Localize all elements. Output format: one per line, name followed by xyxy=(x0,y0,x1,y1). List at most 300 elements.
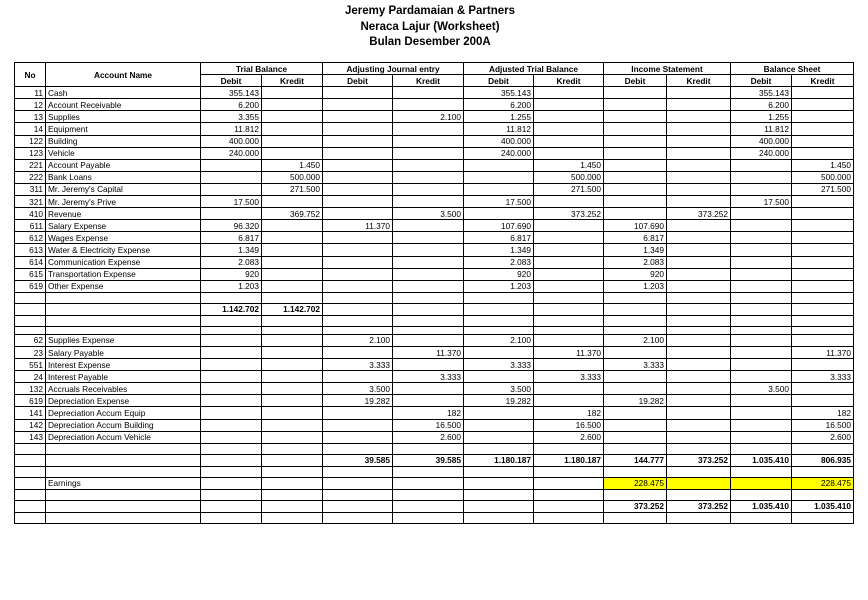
amount-cell xyxy=(731,159,792,171)
amount-cell xyxy=(792,99,854,111)
amount-cell xyxy=(464,159,534,171)
amount-cell: 3.500 xyxy=(731,383,792,395)
account-name xyxy=(46,500,201,512)
amount-cell xyxy=(262,371,323,383)
earnings-row xyxy=(15,477,854,489)
amount-cell xyxy=(323,315,393,326)
amount-cell xyxy=(262,256,323,268)
amount-cell xyxy=(792,87,854,99)
amount-cell xyxy=(262,99,323,111)
amount-cell xyxy=(464,208,534,220)
col-kredit-header: Kredit xyxy=(393,75,464,87)
amount-cell: 373.252 xyxy=(667,208,731,220)
amount-cell xyxy=(604,208,667,220)
amount-cell: 11.812 xyxy=(201,123,262,135)
amount-cell xyxy=(534,383,604,395)
amount-cell: 400.000 xyxy=(201,135,262,147)
amount-cell: 16.500 xyxy=(393,419,464,431)
amount-cell: 1.180.187 xyxy=(534,454,604,466)
amount-cell: 2.600 xyxy=(792,431,854,443)
amount-cell xyxy=(393,256,464,268)
amount-cell xyxy=(393,513,464,524)
amount-cell xyxy=(534,232,604,244)
amount-cell xyxy=(792,208,854,220)
amount-cell xyxy=(604,171,667,183)
amount-cell xyxy=(534,315,604,326)
account-number: 311 xyxy=(15,183,46,195)
col-kredit-header: Kredit xyxy=(667,75,731,87)
amount-cell xyxy=(464,171,534,183)
amount-cell: 3.500 xyxy=(323,383,393,395)
amount-cell: 920 xyxy=(604,268,667,280)
amount-cell xyxy=(464,315,534,326)
amount-cell xyxy=(731,419,792,431)
amount-cell xyxy=(201,171,262,183)
amount-cell xyxy=(604,196,667,208)
amount-cell xyxy=(731,256,792,268)
amount-cell: 400.000 xyxy=(464,135,534,147)
amount-cell xyxy=(731,431,792,443)
amount-cell: 920 xyxy=(201,268,262,280)
amount-cell xyxy=(393,159,464,171)
amount-cell xyxy=(262,359,323,371)
amount-cell xyxy=(792,303,854,315)
amount-cell xyxy=(604,159,667,171)
amount-cell xyxy=(201,208,262,220)
amount-cell xyxy=(667,477,731,489)
amount-cell xyxy=(262,431,323,443)
amount-cell xyxy=(323,268,393,280)
amount-cell xyxy=(323,280,393,292)
amount-cell xyxy=(731,183,792,195)
amount-cell xyxy=(604,303,667,315)
account-row xyxy=(15,208,854,220)
account-number: 614 xyxy=(15,256,46,268)
amount-cell xyxy=(393,326,464,334)
amount-cell xyxy=(731,292,792,303)
amount-cell xyxy=(262,292,323,303)
amount-cell xyxy=(323,244,393,256)
amount-cell xyxy=(667,135,731,147)
amount-cell: 240.000 xyxy=(464,147,534,159)
amount-cell xyxy=(792,395,854,407)
amount-cell: 920 xyxy=(464,268,534,280)
adjustment-row xyxy=(15,371,854,383)
amount-cell xyxy=(262,454,323,466)
amount-cell xyxy=(667,466,731,477)
amount-cell xyxy=(464,419,534,431)
amount-cell: 2.083 xyxy=(604,256,667,268)
amount-cell xyxy=(464,466,534,477)
amount-cell xyxy=(393,244,464,256)
account-number: 132 xyxy=(15,383,46,395)
amount-cell xyxy=(201,371,262,383)
amount-cell xyxy=(792,135,854,147)
amount-cell: 2.100 xyxy=(464,334,534,346)
adjustment-row xyxy=(15,419,854,431)
amount-cell xyxy=(731,208,792,220)
amount-cell: 1.255 xyxy=(731,111,792,123)
amount-cell xyxy=(464,443,534,454)
amount-cell xyxy=(667,159,731,171)
amount-cell: 6.817 xyxy=(464,232,534,244)
amount-cell xyxy=(534,359,604,371)
group-header-adjusted-trial-balance: Adjusted Trial Balance xyxy=(464,63,604,75)
account-number: 222 xyxy=(15,171,46,183)
amount-cell: 19.282 xyxy=(604,395,667,407)
account-number: 142 xyxy=(15,419,46,431)
amount-cell xyxy=(792,383,854,395)
amount-cell xyxy=(667,359,731,371)
amount-cell xyxy=(604,383,667,395)
amount-cell: 1.450 xyxy=(262,159,323,171)
amount-cell xyxy=(464,407,534,419)
amount-cell xyxy=(534,280,604,292)
amount-cell xyxy=(201,315,262,326)
col-no-header: No xyxy=(15,63,46,87)
amount-cell xyxy=(534,303,604,315)
amount-cell xyxy=(323,232,393,244)
amount-cell: 355.143 xyxy=(201,87,262,99)
account-number: 321 xyxy=(15,196,46,208)
amount-cell xyxy=(262,196,323,208)
amount-cell: 2.600 xyxy=(393,431,464,443)
amount-cell xyxy=(792,326,854,334)
amount-cell xyxy=(731,171,792,183)
account-name: Earnings xyxy=(46,477,201,489)
amount-cell xyxy=(323,500,393,512)
amount-cell xyxy=(262,513,323,524)
amount-cell xyxy=(604,135,667,147)
amount-cell xyxy=(464,513,534,524)
amount-cell: 1.349 xyxy=(201,244,262,256)
amount-cell xyxy=(323,135,393,147)
account-number xyxy=(15,303,46,315)
amount-cell xyxy=(604,419,667,431)
account-name: Supplies xyxy=(46,111,201,123)
amount-cell xyxy=(534,244,604,256)
amount-cell xyxy=(534,489,604,500)
amount-cell xyxy=(323,346,393,358)
amount-cell xyxy=(731,466,792,477)
account-name: Interest Expense xyxy=(46,359,201,371)
amount-cell: 11.812 xyxy=(731,123,792,135)
account-row xyxy=(15,123,854,135)
worksheet-table xyxy=(14,62,854,524)
amount-cell xyxy=(201,489,262,500)
amount-cell: 355.143 xyxy=(464,87,534,99)
amount-cell: 1.203 xyxy=(604,280,667,292)
col-account-header: Account Name xyxy=(46,63,201,87)
amount-cell: 373.252 xyxy=(604,500,667,512)
account-name xyxy=(46,513,201,524)
amount-cell: 1.142.702 xyxy=(262,303,323,315)
amount-cell xyxy=(604,183,667,195)
amount-cell xyxy=(262,326,323,334)
account-name: Account Receivable xyxy=(46,99,201,111)
amount-cell xyxy=(201,477,262,489)
account-row xyxy=(15,183,854,195)
spacer-row xyxy=(15,513,854,524)
col-debit-header: Debit xyxy=(731,75,792,87)
amount-cell xyxy=(393,135,464,147)
amount-cell xyxy=(667,292,731,303)
account-number xyxy=(15,454,46,466)
amount-cell xyxy=(731,244,792,256)
final-total-row xyxy=(15,500,854,512)
account-name: Other Expense xyxy=(46,280,201,292)
amount-cell xyxy=(731,359,792,371)
amount-cell xyxy=(667,326,731,334)
amount-cell xyxy=(262,383,323,395)
amount-cell xyxy=(393,183,464,195)
amount-cell xyxy=(534,292,604,303)
amount-cell xyxy=(262,268,323,280)
account-name xyxy=(46,443,201,454)
amount-cell: 2.083 xyxy=(464,256,534,268)
account-row xyxy=(15,147,854,159)
amount-cell xyxy=(201,407,262,419)
amount-cell xyxy=(667,315,731,326)
account-number: 619 xyxy=(15,280,46,292)
amount-cell xyxy=(534,196,604,208)
amount-cell xyxy=(604,431,667,443)
amount-cell xyxy=(201,326,262,334)
amount-cell xyxy=(534,87,604,99)
amount-cell xyxy=(534,500,604,512)
amount-cell xyxy=(667,383,731,395)
amount-cell xyxy=(201,183,262,195)
amount-cell xyxy=(792,196,854,208)
amount-cell xyxy=(393,123,464,135)
amount-cell: 1.255 xyxy=(464,111,534,123)
account-name xyxy=(46,292,201,303)
amount-cell xyxy=(604,315,667,326)
account-number: 14 xyxy=(15,123,46,135)
amount-cell xyxy=(323,159,393,171)
amount-cell xyxy=(667,232,731,244)
grand-total-row xyxy=(15,454,854,466)
account-number xyxy=(15,292,46,303)
amount-cell: 3.333 xyxy=(534,371,604,383)
account-number: 24 xyxy=(15,371,46,383)
amount-cell xyxy=(201,383,262,395)
amount-cell xyxy=(534,220,604,232)
amount-cell xyxy=(792,359,854,371)
amount-cell xyxy=(731,326,792,334)
amount-cell xyxy=(792,232,854,244)
amount-cell xyxy=(604,326,667,334)
amount-cell xyxy=(792,334,854,346)
account-number: 615 xyxy=(15,268,46,280)
account-name: Vehicle xyxy=(46,147,201,159)
amount-cell xyxy=(262,477,323,489)
amount-cell xyxy=(323,326,393,334)
amount-cell xyxy=(262,346,323,358)
amount-cell xyxy=(393,383,464,395)
amount-cell xyxy=(604,489,667,500)
amount-cell xyxy=(323,371,393,383)
amount-cell: 6.200 xyxy=(464,99,534,111)
account-number: 221 xyxy=(15,159,46,171)
amount-cell xyxy=(534,135,604,147)
spacer-row xyxy=(15,489,854,500)
amount-cell xyxy=(464,477,534,489)
amount-cell xyxy=(262,407,323,419)
amount-cell xyxy=(393,280,464,292)
amount-cell xyxy=(534,111,604,123)
amount-cell: 3.355 xyxy=(201,111,262,123)
amount-cell xyxy=(393,315,464,326)
account-row xyxy=(15,244,854,256)
amount-cell: 16.500 xyxy=(534,419,604,431)
adjustment-row xyxy=(15,383,854,395)
amount-cell: 3.333 xyxy=(464,359,534,371)
amount-cell: 17.500 xyxy=(201,196,262,208)
amount-cell: 3.333 xyxy=(604,359,667,371)
amount-cell xyxy=(323,183,393,195)
account-row xyxy=(15,196,854,208)
amount-cell: 6.817 xyxy=(604,232,667,244)
amount-cell xyxy=(262,244,323,256)
amount-cell xyxy=(201,359,262,371)
account-name: Account Payable xyxy=(46,159,201,171)
amount-cell xyxy=(464,346,534,358)
account-name: Cash xyxy=(46,87,201,99)
amount-cell xyxy=(393,359,464,371)
amount-cell xyxy=(393,303,464,315)
amount-cell xyxy=(323,513,393,524)
amount-cell: 6.817 xyxy=(201,232,262,244)
amount-cell xyxy=(262,443,323,454)
account-name: Salary Expense xyxy=(46,220,201,232)
amount-cell xyxy=(393,232,464,244)
account-name: Depreciation Accum Equip xyxy=(46,407,201,419)
amount-cell xyxy=(604,111,667,123)
amount-cell xyxy=(667,87,731,99)
account-name: Depreciation Accum Vehicle xyxy=(46,431,201,443)
amount-cell xyxy=(323,256,393,268)
amount-cell: 500.000 xyxy=(792,171,854,183)
account-number: 12 xyxy=(15,99,46,111)
amount-cell xyxy=(604,147,667,159)
amount-cell xyxy=(393,443,464,454)
account-name: Wages Expense xyxy=(46,232,201,244)
amount-cell: 17.500 xyxy=(464,196,534,208)
amount-cell xyxy=(731,232,792,244)
account-row xyxy=(15,268,854,280)
spacer-row xyxy=(15,292,854,303)
amount-cell xyxy=(323,443,393,454)
account-row xyxy=(15,111,854,123)
amount-cell xyxy=(393,268,464,280)
account-number: 123 xyxy=(15,147,46,159)
amount-cell: 1.035.410 xyxy=(731,500,792,512)
amount-cell xyxy=(792,147,854,159)
amount-cell xyxy=(393,220,464,232)
amount-cell xyxy=(323,407,393,419)
amount-cell xyxy=(393,477,464,489)
account-number: 13 xyxy=(15,111,46,123)
amount-cell xyxy=(262,220,323,232)
amount-cell xyxy=(667,513,731,524)
amount-cell: 271.500 xyxy=(262,183,323,195)
group-header-trial-balance: Trial Balance xyxy=(201,63,323,75)
spacer-row xyxy=(15,315,854,326)
amount-cell xyxy=(667,268,731,280)
amount-cell xyxy=(667,183,731,195)
account-name: Water & Electricity Expense xyxy=(46,244,201,256)
company-name: Jeremy Pardamaian & Partners xyxy=(344,5,516,17)
amount-cell xyxy=(604,407,667,419)
amount-cell: 2.100 xyxy=(604,334,667,346)
account-name: Building xyxy=(46,135,201,147)
amount-cell: 11.370 xyxy=(323,220,393,232)
amount-cell xyxy=(667,196,731,208)
amount-cell xyxy=(464,183,534,195)
amount-cell: 500.000 xyxy=(262,171,323,183)
amount-cell: 107.690 xyxy=(604,220,667,232)
col-debit-header: Debit xyxy=(604,75,667,87)
account-name: Interest Payable xyxy=(46,371,201,383)
amount-cell xyxy=(393,99,464,111)
account-row xyxy=(15,87,854,99)
amount-cell: 6.200 xyxy=(201,99,262,111)
account-name: Depreciation Accum Building xyxy=(46,419,201,431)
amount-cell xyxy=(534,395,604,407)
account-row xyxy=(15,135,854,147)
amount-cell xyxy=(201,431,262,443)
amount-cell xyxy=(393,466,464,477)
amount-cell xyxy=(201,346,262,358)
amount-cell xyxy=(667,244,731,256)
amount-cell: 373.252 xyxy=(667,500,731,512)
amount-cell: 3.500 xyxy=(464,383,534,395)
amount-cell xyxy=(323,419,393,431)
account-number: 613 xyxy=(15,244,46,256)
amount-cell xyxy=(323,303,393,315)
amount-cell xyxy=(667,220,731,232)
col-debit-header: Debit xyxy=(201,75,262,87)
amount-cell xyxy=(201,443,262,454)
amount-cell xyxy=(667,419,731,431)
header-row-groups xyxy=(15,63,854,75)
account-name: Mr. Jeremy's Capital xyxy=(46,183,201,195)
amount-cell: 1.203 xyxy=(201,280,262,292)
account-row xyxy=(15,171,854,183)
amount-cell: 1.349 xyxy=(604,244,667,256)
amount-cell xyxy=(534,513,604,524)
account-number: 122 xyxy=(15,135,46,147)
adjustment-row xyxy=(15,334,854,346)
amount-cell xyxy=(393,500,464,512)
account-name: Supplies Expense xyxy=(46,334,201,346)
account-name xyxy=(46,315,201,326)
amount-cell: 240.000 xyxy=(731,147,792,159)
amount-cell: 16.500 xyxy=(792,419,854,431)
amount-cell xyxy=(464,500,534,512)
amount-cell xyxy=(792,256,854,268)
account-name: Revenue xyxy=(46,208,201,220)
account-name: Accruals Receivables xyxy=(46,383,201,395)
amount-cell xyxy=(534,123,604,135)
amount-cell xyxy=(667,111,731,123)
account-name: Communication Expense xyxy=(46,256,201,268)
amount-cell xyxy=(464,326,534,334)
amount-cell xyxy=(262,466,323,477)
amount-cell: 355.143 xyxy=(731,87,792,99)
amount-cell: 182 xyxy=(534,407,604,419)
